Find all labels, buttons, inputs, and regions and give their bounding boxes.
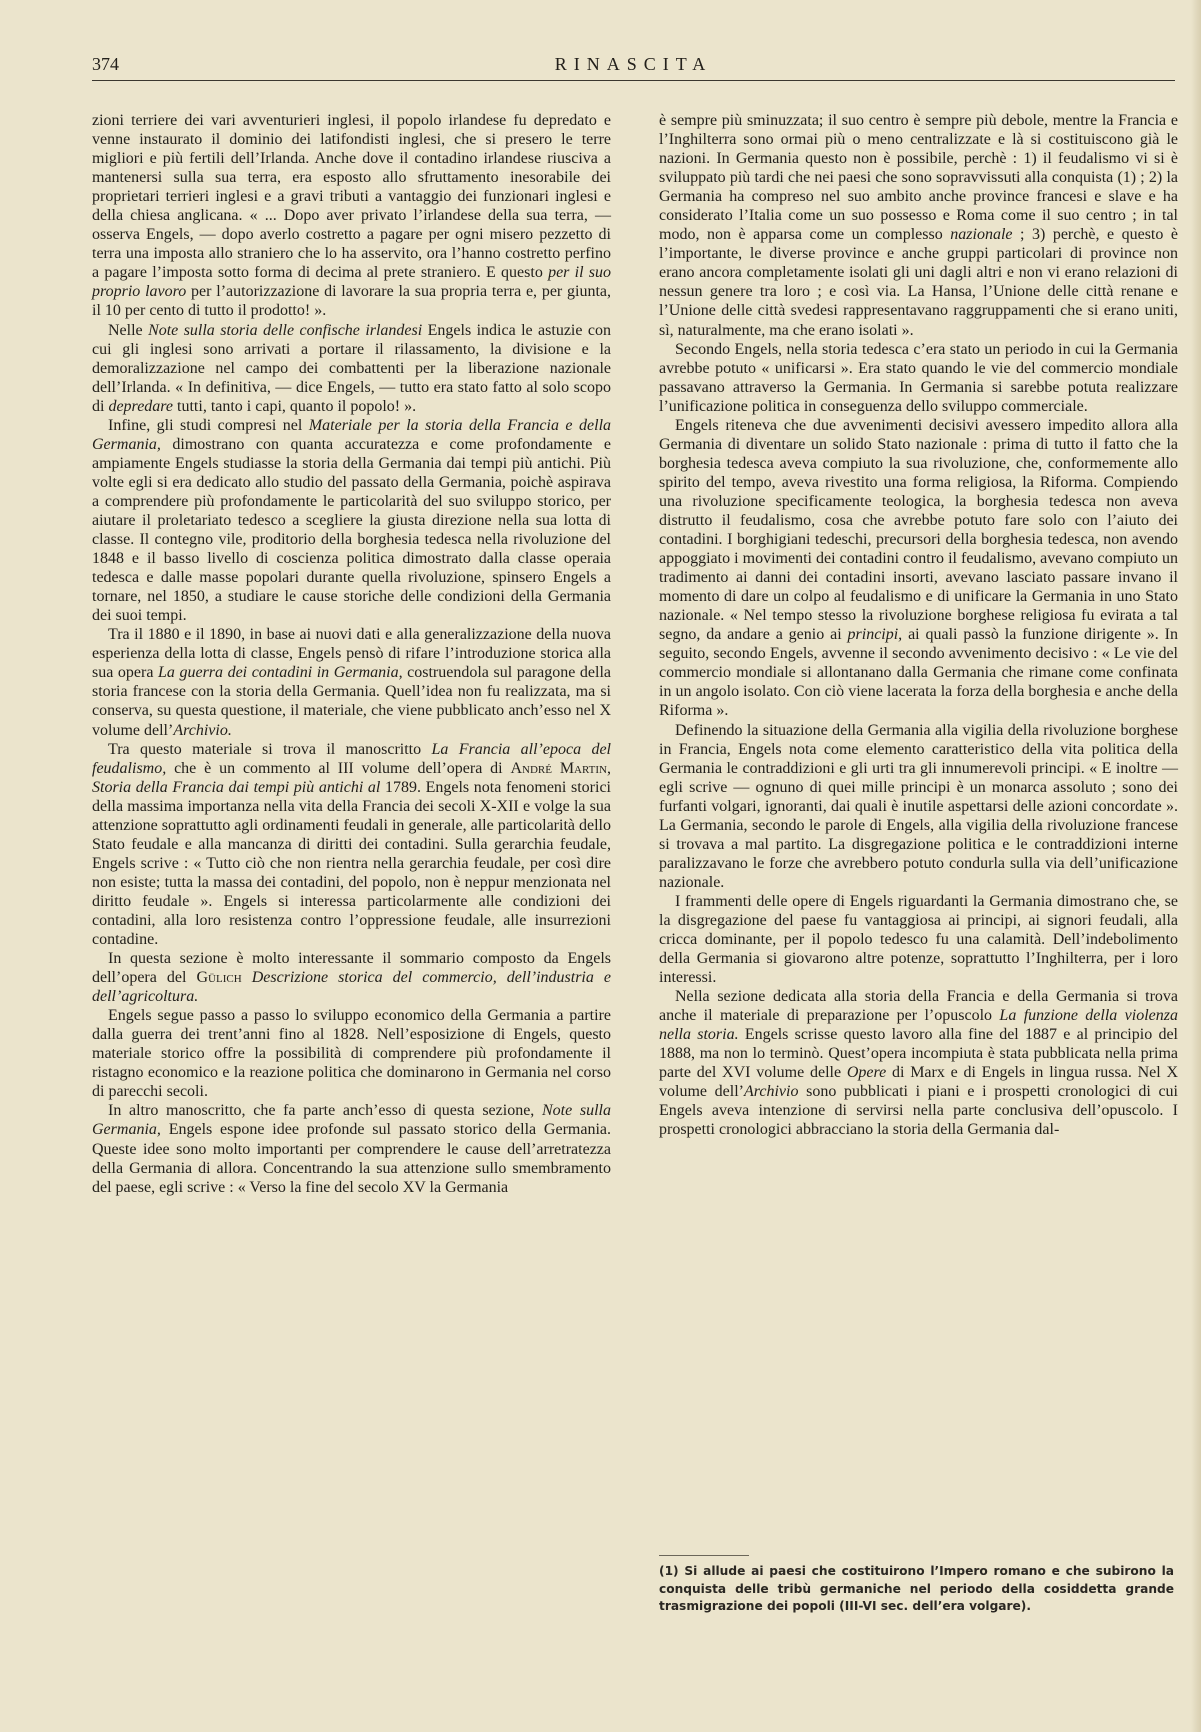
page-number: 374 xyxy=(92,54,119,74)
paragraph: In questa sezione è molto interessante il sommario composto da Engels dell’opera del Gülich Descrizione storica del commercio, dell’industria e dell’agricoltura. xyxy=(92,950,612,1006)
paragraph: I frammenti delle opere di Engels riguardanti la Germania dimostrano che, se la disgregazione del paese fu vantaggiosa ai principi, ai signori feudali, alla cricca dominante, per il popolo tedesco fu una calamità. Dell’indebolimento della Germania si giovarono altre potenze, soprattutto l’Inghilterra, per i loro interessi. xyxy=(659,892,1178,987)
paragraph: Tra questo materiale si trova il manoscritto La Francia all’epoca del feudalismo, che è un commento al III volume dell’opera di André Martin, Storia della Francia dai tempi più antichi al 1789. Engels nota fenomeni storici della massima importanza nella vita della Francia dei secoli X-XII e volge la sua attenzione soprattutto agli ordinamenti feudali in generale, alle particolarità dello Stato feudale e alla mancanza di diritti dei contadini. Sulla gerarchia feudale, Engels scrive : « Tutto ciò che non rientra nella gerarchia feudale, per così dire non esiste; tutta la massa dei contadini, del popolo, non è neppur menzionata nel diritto feudale ». Engels si interessa particolarmente alle condizioni dei contadini, alla loro resistenza contro l’oppressione feudale, alle insurrezioni contadine. xyxy=(92,740,611,949)
left-column xyxy=(92,111,611,1197)
paragraph: è sempre più sminuzzata; il suo centro è sempre più debole, mentre la Francia e l’Inghilterra sono ormai più o meno centralizzate e là si costituiscono già le nazioni. In Germania questo non è possibile, perchè : 1) il feudalismo vi si è sviluppato più tardi che nei paesi che sono sopravvissuti alla conquista (1) ; 2) la Germania ha compreso nel suo ambito anche province francesi e slave e ha considerato l’Italia come un suo possesso e Roma come il suo centro ; in tal modo, non è apparsa come un complesso nazionale ; 3) perchè, e questo è l’importante, le diverse province e anche gruppi particolari di province non erano ancora completamente isolati gli uni dagli altri e non vi erano relazioni di nessun genere tra loro ; e così via. La Hansa, l’Unione delle città renane e l’Unione delle città svedesi rappresentavano raggruppamenti che si erano uniti, sì, naturalmente, ma che erano isolati ». xyxy=(659,112,1178,339)
paragraph: Engels segue passo a passo lo sviluppo economico della Germania a partire dalla guerra dei trent’anni fino al 1828. Nell’esposizione di Engels, questo materiale storico offre la possibilità di comprendere più profondamente il ristagno economico e la reazione politica che dominarono in Germania nel corso di parecchi secoli. xyxy=(92,1007,611,1101)
paragraph: zioni terriere dei vari avventurieri inglesi, il popolo irlandese fu depredato e venne instaurato il dominio dei latifondisti inglesi, che si presero le terre migliori e più fertili dell’Irlanda. Anche dove il contadino irlandese riusciva a mantenersi sulla sua terra, era esposto allo sfruttamento inesorabile dei proprietari terrieri inglesi e a gravi tributi a vantaggio dei funzionari inglesi e della chiesa anglicana. « ... Dopo aver privato l’irlandese della sua terra, — osserva Engels, — dopo averlo costretto a pagare per ogni misero pezzetto di terra una imposta allo straniero che lo ha asservito, ora l’hanno costretto perfino a pagare l’imposta sotto forma di decima al prete straniero. E questo per il suo proprio lavoro per l’autorizzazione di lavorare la sua propria terra e, per giunta, il 10 per cento di tutto il prodotto! ». xyxy=(92,112,612,320)
footnote: (1) Si allude ai paesi che costituirono l’Impero romano e che subirono la conquista delle tribù germaniche nel periodo della cosiddetta grande trasmigrazione dei popoli (III-VI sec. dell’era volgare). xyxy=(659,1564,1174,1613)
page-edge-shadow xyxy=(1191,0,1201,1732)
running-head: RINASCITA xyxy=(554,54,713,74)
paragraph: In altro manoscritto, che fa parte anch’esso di questa sezione, Note sulla Germania, Engels espone idee profonde sul passato storico della Germania. Queste idee sono molto importanti per comprendere le cause dell’arretratezza della Germania di allora. Concentrando la sua attenzione sullo smembramento del paese, egli scrive : « Verso la fine del secolo XV la Germania xyxy=(92,1102,611,1196)
paragraph: Nella sezione dedicata alla storia della Francia e della Germania si trova anche il materiale di preparazione per l’opuscolo La funzione della violenza nella storia. Engels scrisse questo lavoro alla fine del 1887 e al principio del 1888, ma non lo terminò. Quest’opera incompiuta è stata pubblicata nella prima parte del XVI volume delle Opere di Marx e di Engels in lingua russa. Nel X volume dell’Archivio sono pubblicati i piani e i prospetti cronologici di cui Engels aveva intenzione di servirsi nella parte conclusiva dell’opuscolo. I prospetti cronologici abbracciano la storia della Germania dal- xyxy=(659,988,1179,1139)
paragraph: Engels riteneva che due avvenimenti decisivi avessero impedito allora alla Germania di diventare un solido Stato nazionale : prima di tutto il fatto che la borghesia tedesca aveva compiuto la sua rivoluzione, che, conformemente allo spirito del tempo, aveva rivestito una forma religiosa, la Riforma. Compiendo una rivoluzione specificamente teologica, la borghesia tedesca non aveva distrutto il feudalismo, cosa che avrebbe potuto fare solo con l’aiuto dei contadini. I borghigiani tedeschi, precursori della borghesia tedesca, non avendo appoggiato i movimenti dei contadini contro il feudalismo, avevano compiuto un tradimento ai danni dei contadini insorti, avevano lasciato passare invano il momento di dare un colpo al feudalismo e di unificare la Germania in uno Stato nazionale. « Nel tempo stesso la rivoluzione borghese religiosa fu evirata a tal segno, da andare a genio ai principi, ai quali passò la funzione dirigente ». In seguito, secondo Engels, avvenne il secondo avvenimento decisivo : « Le vie del commercio mondiale si allontanano dalla Germania che rimane come confinata in un angolo isolato. Con ciò viene lacerata la forza della borghesia e anche della Riforma ». xyxy=(659,416,1178,720)
right-column xyxy=(659,111,1178,1140)
footnote-rule xyxy=(659,1555,749,1556)
paragraph: Definendo la situazione della Germania alla vigilia della rivoluzione borghese in Francia, Engels nota come elemento caratteristico della vita politica della Germania le contraddizioni e gli urti tra gli innumerevoli principi. « E inoltre — egli scrive — ognuno di quei mille principi è un monarca assoluto ; sono dei furfanti volgari, ignoranti, dai quali è inutile aspettarsi delle azioni concordate ». La Germania, secondo le parole di Engels, alla vigilia della rivoluzione francese si trovava a mal partito. La disgregazione politica e le contraddizioni interne paralizzavano le forze che avrebbero potuto condurla sulla via dell’unificazione nazionale. xyxy=(659,721,1178,891)
paragraph: Tra il 1880 e il 1890, in base ai nuovi dati e alla generalizzazione della nuova esperienza della lotta di classe, Engels pensò di rifare l’introduzione storica alla sua opera La guerra dei contadini in Germania, costruendola sul paragone della storia francese con la storia della Germania. Quell’idea non fu realizzata, ma si conserva, su questa questione, il materiale, che viene pubblicato anch’esso nel X volume dell’Archivio. xyxy=(92,626,612,739)
paragraph: Nelle Note sulla storia delle confische irlandesi Engels indica le astuzie con cui gli inglesi sono arrivati a portare il rilassamento, la divisione e la demoralizzazione nel campo dei combattenti per la liberazione nazionale dell’Irlanda. « In definitiva, — dice Engels, — tutto era stato fatto al solo scopo di depredare tutti, tanto i capi, quanto il popolo! ». xyxy=(92,321,611,415)
paragraph: Secondo Engels, nella storia tedesca c’era stato un periodo in cui la Germania avrebbe potuto « unificarsi ». Era stato quando le vie del commercio mondiale passavano attraverso la Germania. In Germania si sarebbe potuta realizzare l’unificazione politica in conseguenza dello sviluppo commerciale. xyxy=(659,340,1178,415)
paragraph: Infine, gli studi compresi nel Materiale per la storia della Francia e della Germania, dimostrano con quanta accuratezza e come profondamente e ampiamente Engels studiasse la storia della Germania dai tempi più antichi. Più volte egli si era dedicato allo studio del passato della Germania, poichè aspirava a comprendere più profondamente le particolarità del suo sviluppo storico, per aiutare il proletariato tedesco a scegliere la giusta direzione nella sua lotta di classe. Il contegno vile, proditorio della borghesia tedesca nella rivoluzione del 1848 e il basso livello di coscienza politica dimostrato dalla classe operaia tedesca e dalle masse popolari durante quella rivoluzione, spinsero Engels a tornare, nel 1850, a studiare le cause storiche delle condizioni della Germania dei suoi tempi. xyxy=(92,416,612,625)
header-rule xyxy=(92,80,1175,81)
